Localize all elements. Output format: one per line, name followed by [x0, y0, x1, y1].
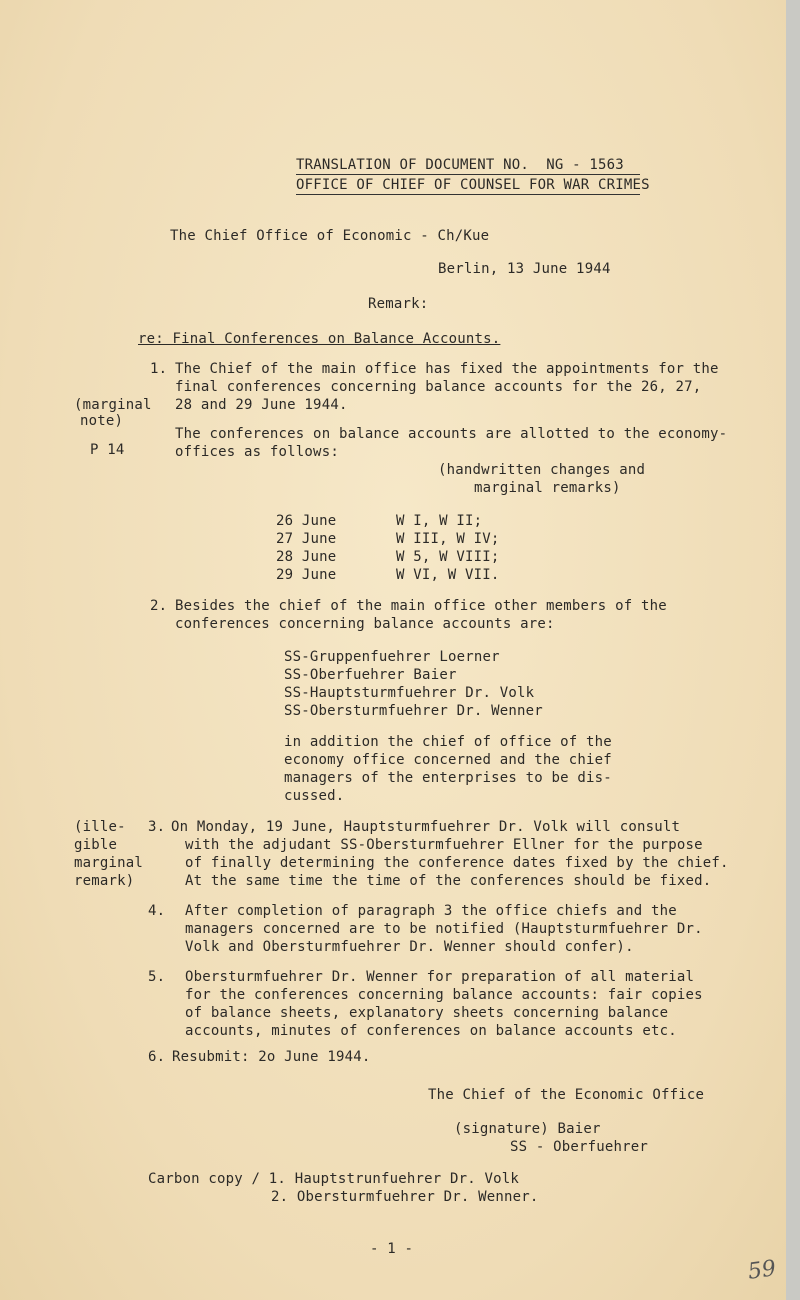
header-title: TRANSLATION OF DOCUMENT NO. NG - 1563: [296, 157, 624, 173]
para2-addition: economy office concerned and the chief: [284, 752, 612, 768]
para3-line: At the same time the time of the conferences should be fixed.: [185, 873, 712, 889]
para3-line: with the adjudant SS-Obersturmfuehrer Ellner for the purpose: [185, 837, 703, 853]
para1b-line: The conferences on balance accounts are allotted to the economy-: [175, 426, 728, 442]
para5-line: of balance sheets, explanatory sheets concerning balance: [185, 1005, 669, 1021]
margin-note: (marginal: [74, 397, 152, 413]
schedule-date: 27 June: [276, 531, 337, 547]
schedule-date: 28 June: [276, 549, 337, 565]
header-rule-1: [296, 174, 640, 175]
para2-line: Besides the chief of the main office other members of the: [175, 598, 667, 614]
subject-line: re: Final Conferences on Balance Accounts.: [138, 331, 501, 347]
para2-addition: cussed.: [284, 788, 345, 804]
signature-title: The Chief of the Economic Office: [428, 1087, 705, 1103]
para6-text: Resubmit: 2o June 1944.: [172, 1049, 371, 1065]
member: SS-Gruppenfuehrer Loerner: [284, 649, 500, 665]
scan-edge: [786, 0, 800, 1300]
para5-number: 5.: [148, 969, 166, 985]
margin-remark: marginal: [74, 855, 144, 871]
para4-line: Volk and Obersturmfuehrer Dr. Wenner should confer).: [185, 939, 634, 955]
para5-line: accounts, minutes of conferences on balance accounts etc.: [185, 1023, 677, 1039]
para2-number: 2.: [150, 598, 168, 614]
margin-p14: P 14: [90, 442, 125, 458]
margin-remark: remark): [74, 873, 135, 889]
para6-number: 6.: [148, 1049, 166, 1065]
carbon-copy-line: 2. Obersturmfuehrer Dr. Wenner.: [271, 1189, 539, 1205]
para1-line: 28 and 29 June 1944.: [175, 397, 348, 413]
member: SS-Oberfuehrer Baier: [284, 667, 457, 683]
para5-line: for the conferences concerning balance accounts: fair copies: [185, 987, 703, 1003]
schedule-date: 26 June: [276, 513, 337, 529]
office-line: The Chief Office of Economic - Ch/Kue: [170, 228, 490, 244]
para2-addition: managers of the enterprises to be dis-: [284, 770, 612, 786]
para1-line: final conferences concerning balance accounts for the 26, 27,: [175, 379, 702, 395]
para4-line: After completion of paragraph 3 the office chiefs and the: [185, 903, 677, 919]
corner-handwritten-mark: 59: [746, 1256, 778, 1285]
para4-number: 4.: [148, 903, 166, 919]
para3-line: of finally determining the conference dates fixed by the chief.: [185, 855, 729, 871]
para1b-line: offices as follows:: [175, 444, 339, 460]
para3-line: On Monday, 19 June, Hauptsturmfuehrer Dr. Volk will consult: [171, 819, 681, 835]
para2-line: conferences concerning balance accounts are:: [175, 616, 555, 632]
date-line: Berlin, 13 June 1944: [438, 261, 611, 277]
remark-label: Remark:: [368, 296, 429, 312]
carbon-copy-line: Carbon copy / 1. Hauptstrunfuehrer Dr. Volk: [148, 1171, 520, 1187]
margin-remark: gible: [74, 837, 118, 853]
para2-addition: in addition the chief of office of the: [284, 734, 612, 750]
member: SS-Hauptsturmfuehrer Dr. Volk: [284, 685, 535, 701]
member: SS-Obersturmfuehrer Dr. Wenner: [284, 703, 543, 719]
margin-remark: (ille-: [74, 819, 126, 835]
handwritten-note: (handwritten changes and: [438, 462, 646, 478]
signature-rank: SS - Oberfuehrer: [510, 1139, 649, 1155]
para1-line: The Chief of the main office has fixed the appointments for the: [175, 361, 719, 377]
schedule-offices: W VI, W VII.: [396, 567, 500, 583]
schedule-offices: W III, W IV;: [396, 531, 500, 547]
para5-line: Obersturmfuehrer Dr. Wenner for preparation of all material: [185, 969, 695, 985]
header-rule-2: [296, 194, 640, 195]
para1-number: 1.: [150, 361, 168, 377]
schedule-offices: W 5, W VIII;: [396, 549, 500, 565]
header-office: OFFICE OF CHIEF OF COUNSEL FOR WAR CRIMES: [296, 177, 650, 193]
signature-name: (signature) Baier: [454, 1121, 601, 1137]
schedule-offices: W I, W II;: [396, 513, 483, 529]
para3-number: 3.: [148, 819, 166, 835]
margin-note: note): [80, 413, 124, 429]
schedule-date: 29 June: [276, 567, 337, 583]
handwritten-note: marginal remarks): [474, 480, 621, 496]
page-number: - 1 -: [370, 1241, 414, 1257]
para4-line: managers concerned are to be notified (Hauptsturmfuehrer Dr.: [185, 921, 703, 937]
